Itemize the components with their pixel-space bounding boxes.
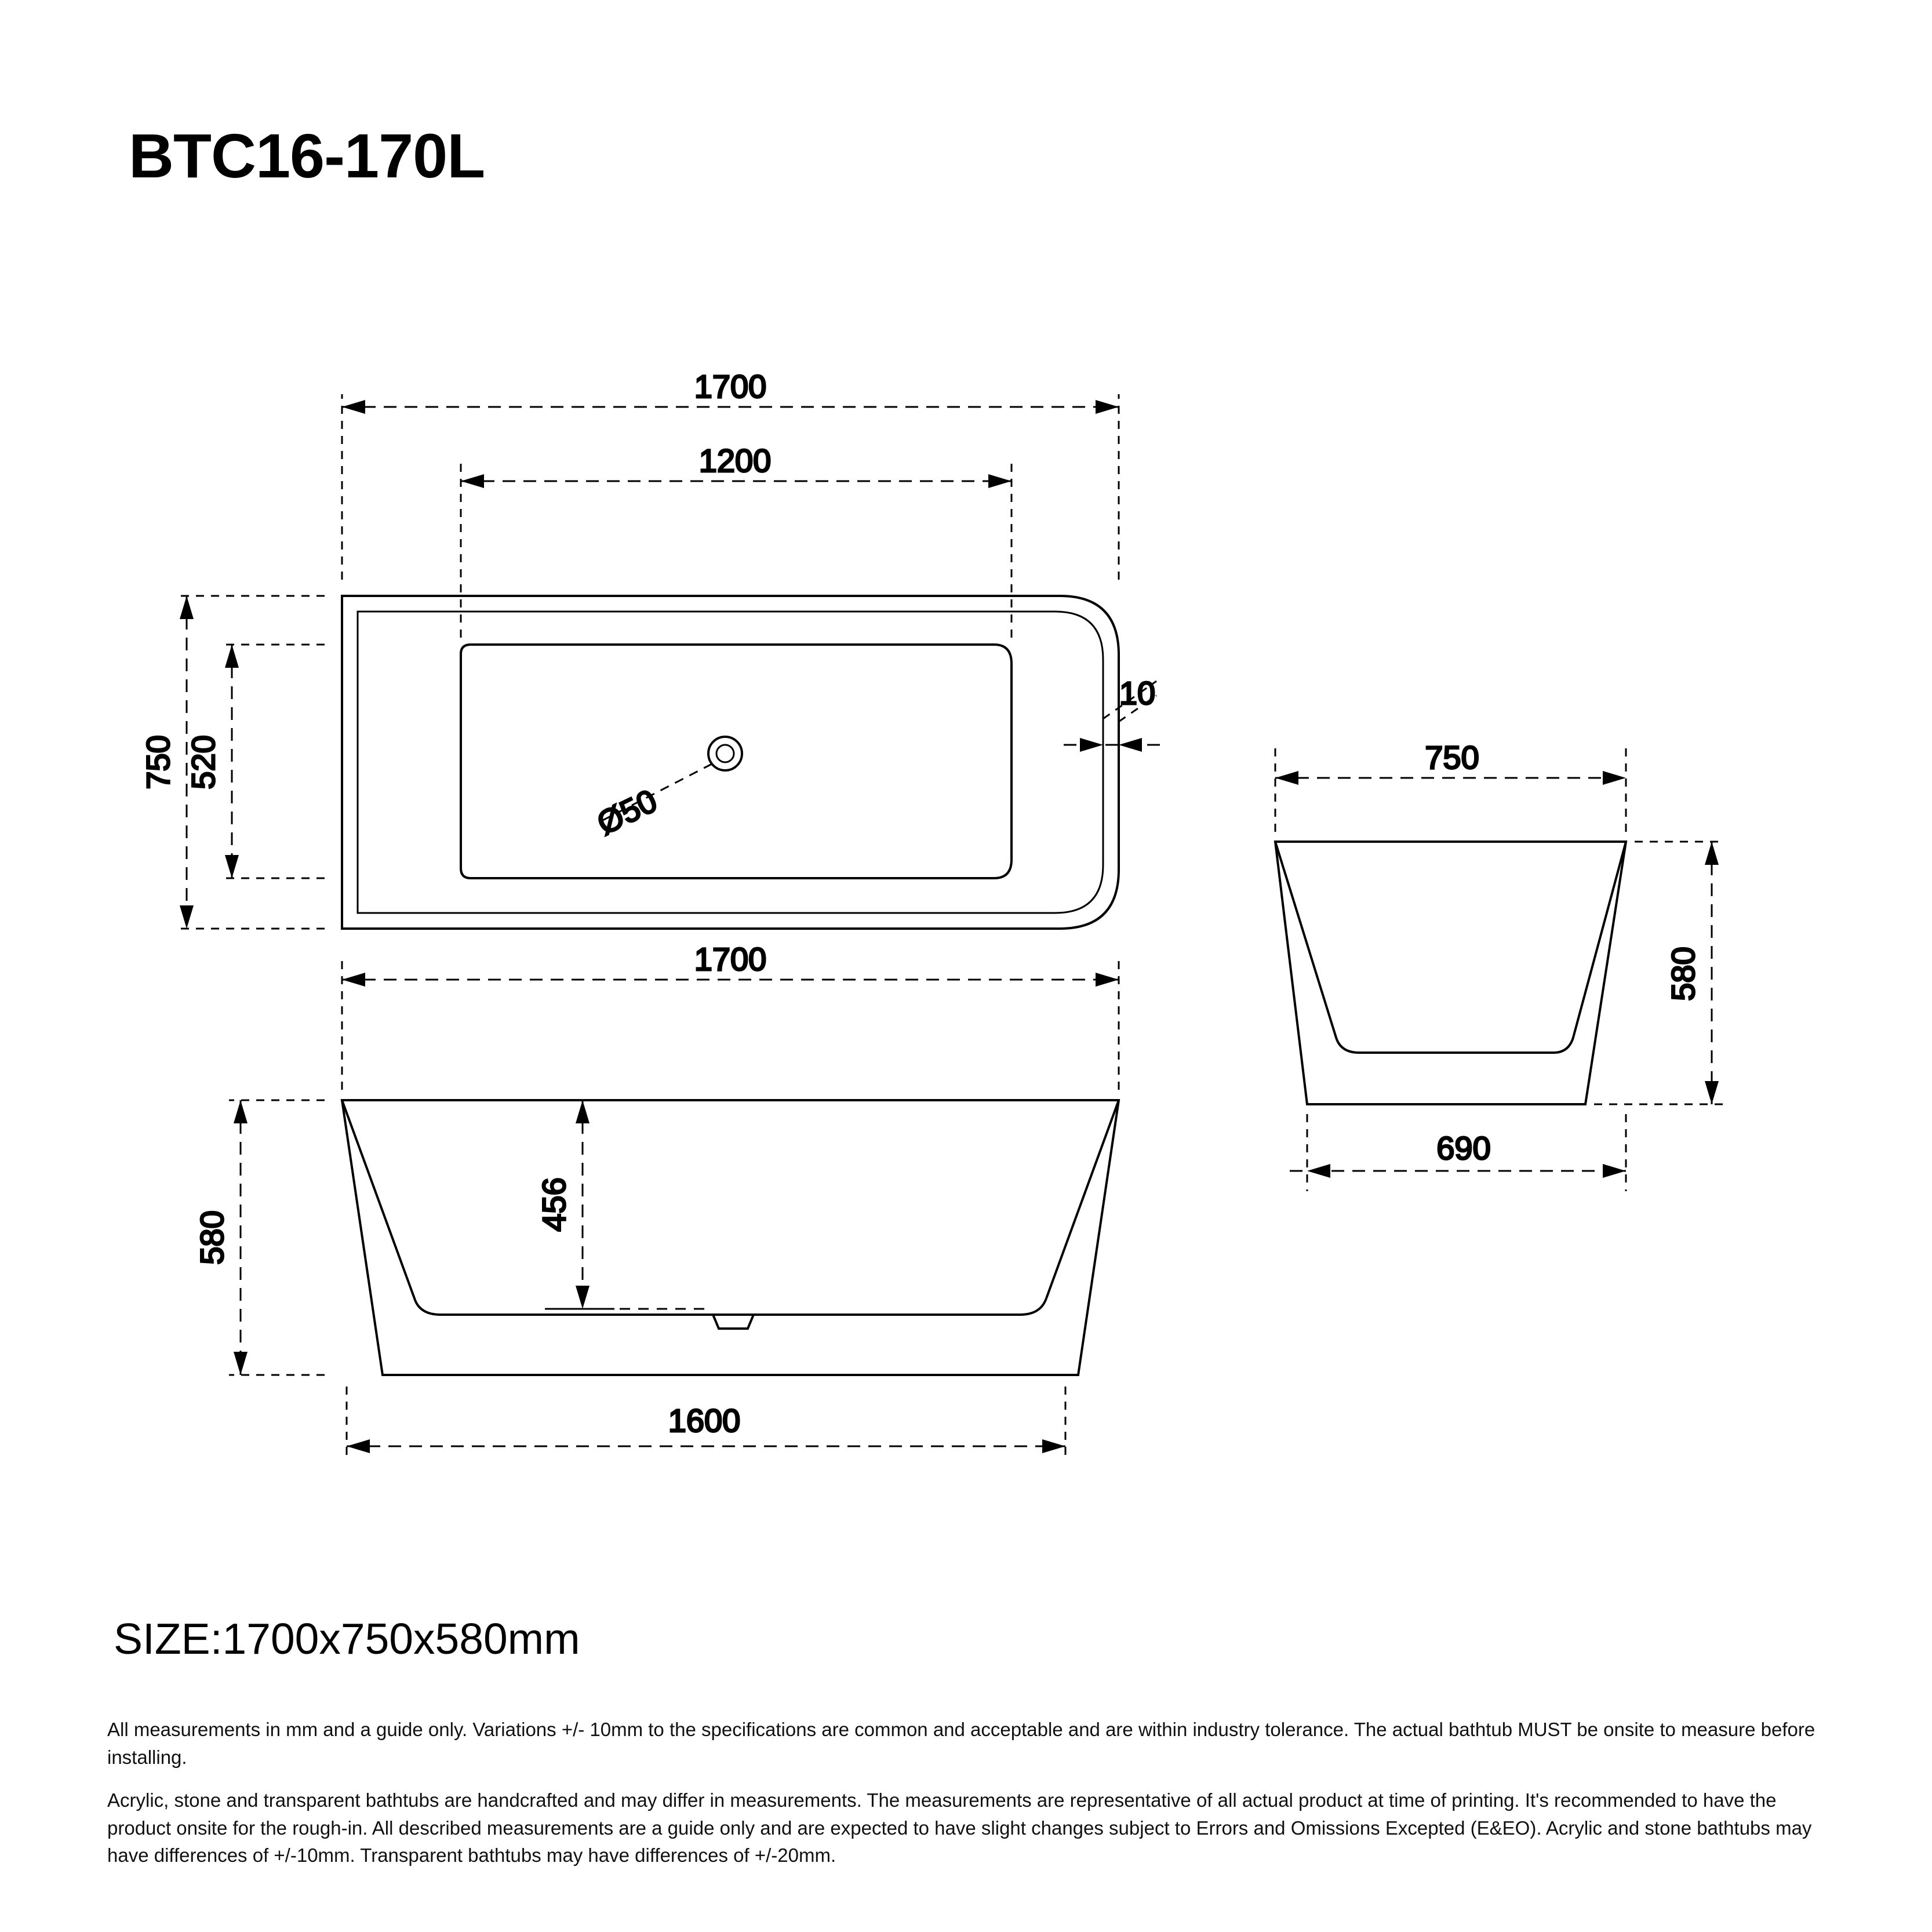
arrow-750-bottom [180,905,194,929]
dim-label-456: 456 [536,1177,572,1232]
note-materials: Acrylic, stone and transparent bathtubs are handcrafted and may differ in measurements. The measurements are representative of all actual product at time of printing. It's recommended to have the product onsite for the rough-in. All described measurements are a guide only and are expected to have slight changes subject to Errors and Omissions Excepted (E&EO). Acrylic and stone bathtubs may have differences of +/-10mm. Transparent bathtubs may have differences of +/-20mm. [107,1789,1812,1866]
note-measurements: All measurements in mm and a guide only. Variations +/- 10mm to the specifications are common and acceptable and are within industry tolerance. The actual bathtub MUST be onsite to measure before installing. [107,1719,1815,1768]
front-view-basin-line [342,1100,1119,1315]
notes-block [107,1716,1840,1884]
arrow-520-bottom [225,855,239,878]
dim-label-580-front: 580 [194,1210,230,1265]
arrow-690-left [1307,1164,1330,1178]
arrow-456-bottom [576,1286,590,1309]
size-summary: SIZE:1700x750x580mm [114,1614,580,1663]
arrow-1600-left [347,1439,370,1453]
arrow-1200-left [461,474,484,488]
dim-label-690: 690 [1436,1130,1491,1166]
dim-label-520: 520 [185,735,221,789]
arrow-580-front-bottom [234,1352,248,1375]
arrow-1200-right [988,474,1012,488]
arrow-side-580-bottom [1705,1081,1719,1104]
page-title: BTC16-170L [129,121,485,191]
arrow-520-top [225,645,239,668]
dim-label-750-top-view: 750 [140,735,176,789]
side-view-outline [1275,842,1626,1104]
arrow-front-1700-left [342,973,365,987]
dim-label-750-side: 750 [1425,739,1479,776]
dim-label-580-side: 580 [1665,947,1701,1001]
arrow-side-580-top [1705,842,1719,865]
arrow-456-top [576,1100,590,1123]
top-view-rim-line [358,612,1103,913]
dim-label-10: 10 [1119,675,1156,711]
arrow-1700-left [342,400,365,414]
drain-outer-circle [708,737,742,770]
dim-label-1200: 1200 [698,442,772,479]
top-view-basin-outline [461,645,1012,878]
arrow-1700-right [1096,400,1119,414]
arrow-690-right [1603,1164,1626,1178]
front-view-drain [713,1315,754,1329]
dim-label-1600: 1600 [668,1402,741,1439]
arrow-750-top [180,596,194,619]
front-view-outline [342,1100,1119,1375]
arrow-side-750-right [1603,771,1626,785]
arrow-10-right [1119,738,1142,752]
dim-label-1700-top: 1700 [694,368,767,405]
arrow-580-front-top [234,1100,248,1123]
arrow-10-left [1080,738,1103,752]
arrow-1600-right [1042,1439,1065,1453]
arrow-front-1700-right [1096,973,1119,987]
dim-label-drain-diameter: Ø50 [591,781,663,842]
drain-inner-circle [716,745,734,762]
side-view-basin-line [1275,842,1626,1053]
arrow-side-750-left [1275,771,1298,785]
dim-label-1700-front: 1700 [694,941,767,977]
